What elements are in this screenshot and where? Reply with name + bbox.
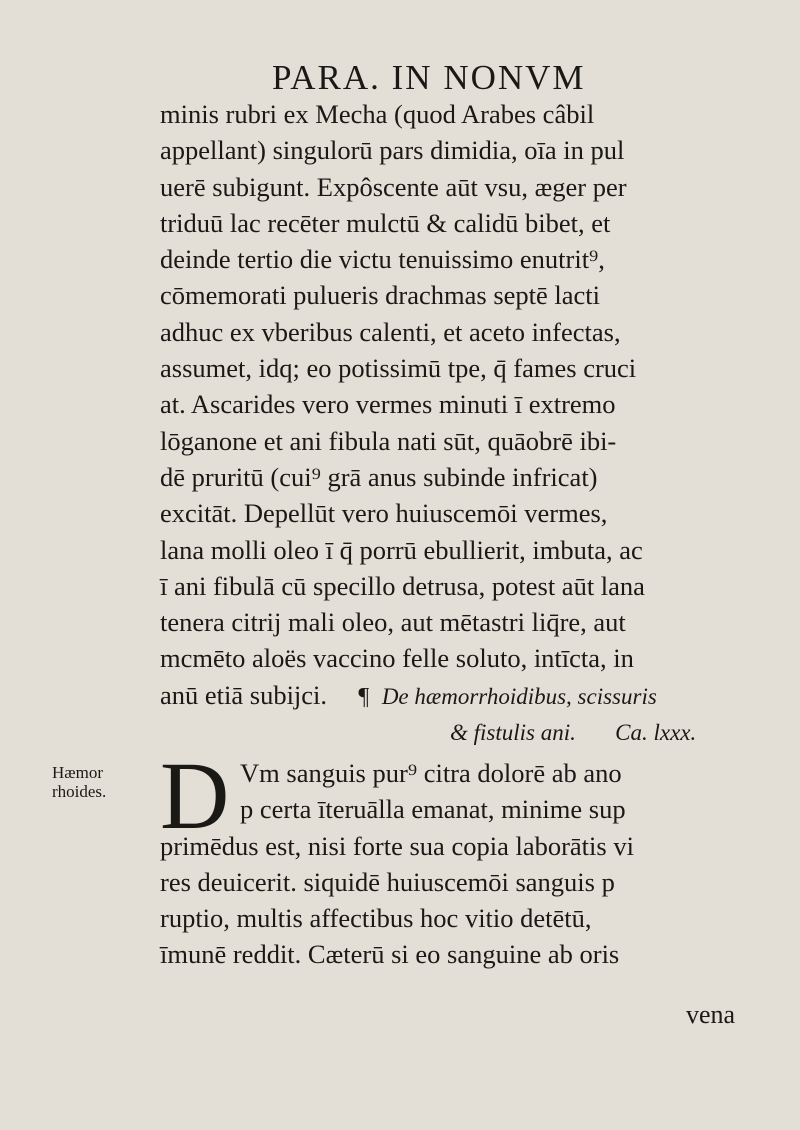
text-line: dē pruritū (cui⁹ grā anus subinde infricat) — [160, 461, 598, 492]
running-header: PARA. IN NONVM — [272, 58, 586, 97]
text-line: at. Ascarides vero vermes minuti ī extremo — [160, 389, 616, 420]
drop-cap: D — [160, 742, 230, 849]
text-line: deinde tertio die victu tenuissimo enutrit⁹, — [160, 244, 605, 275]
text-line: appellant) singulorū pars dimidia, oīa in pul — [160, 135, 625, 166]
margin-note-line: Hæmor — [52, 763, 103, 782]
text-line: tenera citrij mali oleo, aut mētastri liq̄re, aut — [160, 607, 626, 638]
section-heading-line — [160, 713, 770, 749]
text-line: Vm sanguis pur⁹ citra dolorē ab ano — [240, 758, 622, 788]
margin-note-line: rhoides. — [52, 782, 107, 801]
body-text — [160, 96, 770, 749]
text-line: ruptio, multis affectibus hoc vitio detētū, — [160, 903, 592, 934]
text-line: triduū lac recēter mulctū & calidū bibet, et — [160, 207, 611, 238]
text-line: lōganone et ani fibula nati sūt, quāobrē ibi- — [160, 425, 617, 456]
text-line: res deuicerit. siquidē huiuscemōi sanguis p — [160, 866, 615, 897]
text-line: īmunē reddit. Cæterū si eo sanguine ab oris — [160, 939, 620, 970]
text-line: excitāt. Depellūt vero huiuscemōi vermes, — [160, 498, 608, 529]
text-line: ī ani fibulā cū specillo detrusa, potest aūt lana — [160, 570, 645, 601]
pilcrow-mark: ¶ — [358, 683, 370, 710]
text-line: adhuc ex vberibus calenti, et aceto infectas, — [160, 316, 621, 347]
text-line: minis rubri ex Mecha (quod Arabes câbil — [160, 99, 595, 129]
margin-note — [52, 763, 106, 801]
text-line: lana molli oleo ī q̄ porrū ebullierit, imbuta, ac — [160, 534, 643, 565]
text-line: assumet, idq; eo potissimū tpe, q̄ fames cruci — [160, 353, 637, 384]
section-text — [160, 742, 770, 973]
text-line: anū etiā subijci. — [160, 679, 328, 710]
section-heading: De hæmorrhoidibus, scissuris — [381, 683, 657, 709]
chapter-number: Ca. lxxx. — [615, 720, 697, 746]
text-line: p certa īteruālla emanat, minime sup — [240, 794, 626, 825]
text-line: uerē subigunt. Expôscente aūt vsu, æger per — [160, 171, 627, 202]
section-heading-continued: & fistulis ani. — [450, 720, 576, 746]
text-line: primēdus est, nisi forte sua copia laborātis vi — [160, 830, 634, 861]
text-line-with-heading — [160, 677, 770, 713]
text-line: mcmēto aloës vaccino felle soluto, intīcta, in — [160, 643, 634, 674]
text-line: cōmemorati pulueris drachmas septē lacti — [160, 280, 601, 311]
catchword: vena — [686, 1000, 736, 1029]
